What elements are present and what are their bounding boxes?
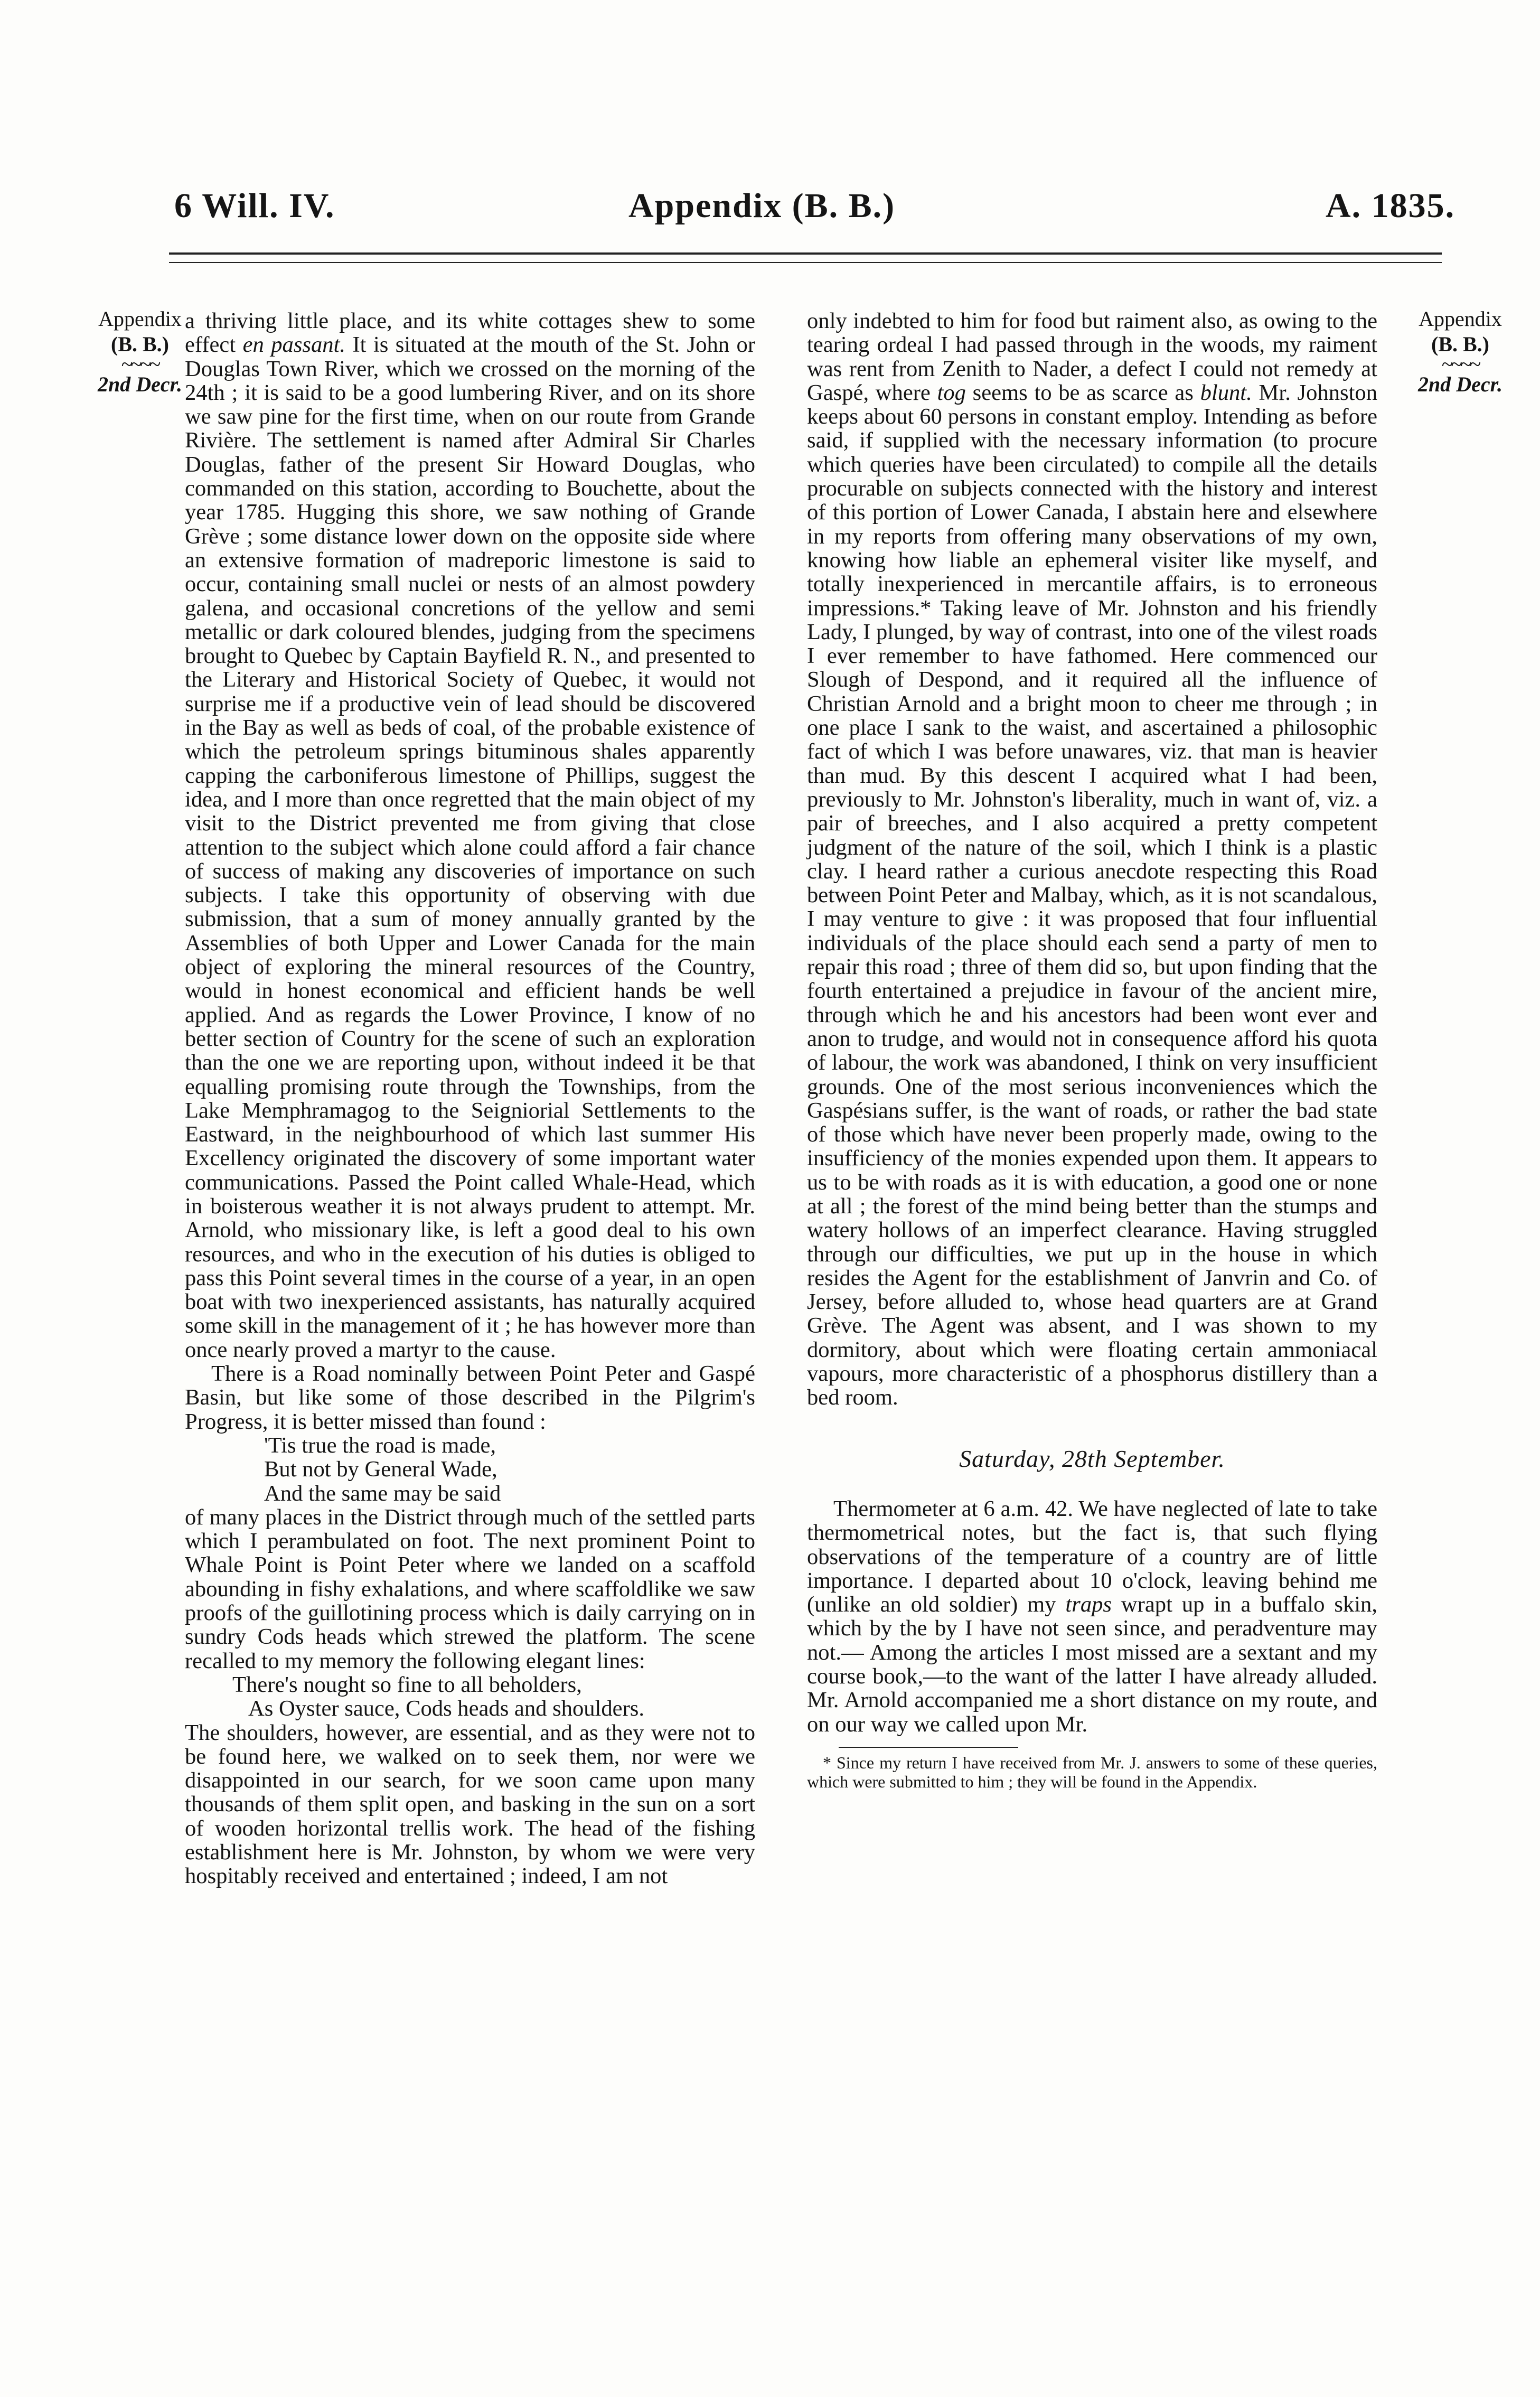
italic-text: en passant. <box>242 332 346 358</box>
right-column <box>807 309 1377 1791</box>
paragraph: of many places in the District through much of the settled parts which I perambulated on foot. The next prominent Point to Whale Point is Point Peter where we landed on a scaffold abounding in fishy exhalations, and where scaffoldlike we saw proofs of the guillotining process which is daily carrying on in sundry Cods heads which strewed the platform. The scene recalled to my memory the following elegant lines: <box>185 1504 755 1673</box>
verse-quote <box>232 1673 755 1721</box>
text-run: wrapt up in a buffalo skin, which by the by I have not seen since, and peradventure may not.— Among the articles I most missed are a sextant and my course book,—to the want of the latter I have already alluded. Mr. Arnold accompanied me a short distance on my route, and on our way we called upon Mr. <box>807 1592 1377 1737</box>
verse-quote <box>264 1434 755 1505</box>
paragraph: The shoulders, however, are essential, and as they were not to be found here, we walked on to seek them, nor were we disappointed in our search, for we soon came upon many thousands of them split open, and basking in the sun on a sort of wooden horizontal trellis work. The head of the fishing establishment here is Mr. Johnston, by whom we were very hospitably received and entertained ; indeed, I am not <box>185 1720 755 1889</box>
margin-note-left <box>79 306 201 397</box>
margin-label: Appendix <box>1419 307 1502 331</box>
margin-part: (B. B.) <box>1431 332 1489 356</box>
paragraph: There is a Road nominally between Point Peter and Gaspé Basin, but like some of those described in the Pilgrim's Progress, it is better missed than found : <box>185 1361 755 1434</box>
year-label: A. 1835. <box>1326 186 1456 225</box>
verse-line: There's nought so fine to all beholders, <box>232 1672 582 1697</box>
text-run: seems to be as scarce as <box>965 380 1200 405</box>
swash-ornament: ~~~~ <box>121 352 159 376</box>
margin-date: 2nd Decr. <box>1418 372 1503 396</box>
text-run: Thermometer at 6 a.m. 42. We have neglected of late to take thermometrical notes, but the fact is, that such flying observations of the temperature of a country are of little importance. I departed about 10 o'clock, leaving behind me (unlike an old soldier) my <box>807 1496 1377 1617</box>
footnote-rule <box>839 1747 1018 1748</box>
paragraph <box>807 309 1377 1410</box>
text-run: a thriving little place, and its white cottages shew to some effect <box>185 308 755 358</box>
swash-ornament: ~~~~ <box>1441 352 1479 376</box>
running-header <box>0 186 1540 249</box>
verse-line: But not by General Wade, <box>264 1457 497 1482</box>
margin-note-right <box>1400 306 1521 397</box>
footnote: * Since my return I have received from Mr. J. answers to some of these queries, which were submitted to him ; they will be found in the Appendix. <box>807 1753 1377 1791</box>
margin-part: (B. B.) <box>111 332 169 356</box>
text-run: It is situated at the mouth of the St. John or Douglas Town River, which we crossed on the morning of the 24th ; it is said to be a good lumbering River, and on its shore we saw pine for the first time, when on our route from Grande Rivière. The settlement is named after Admiral Sir Charles Douglas, father of the present Sir Howard Douglas, who commanded on this station, according to Bouchette, about the year 1785. Hugging this shore, we saw nothing of Grande Grève ; some distance lower down on the opposite side where an extensive formation of madreporic limestone is said to occur, containing small nuclei or nests of an almost powdery galena, and occasional concretions of the yellow and semi metallic or dark coloured blendes, judging from the specimens brought to Quebec by Captain Bayfield R. N., and presented to the Literary and Historical Society of Quebec, it would not surprise me if a productive vein of lead should be discovered in the Bay as well as beds of coal, of the probable existence of which the petroleum springs bituminous shales apparently capping the carboniferous limestone of Phillips, suggest the idea, and I more than once regretted that the main object of my visit to the District prevented me from giving that close attention to the subject which alone could afford a fair chance of success of making any discoveries of importance on such subjects. I take this opportunity of observing with due submission, that a sum of money annually granted by the Assemblies of both Upper and Lower Canada for the main object of exploring the mineral resources of the Country, would in honest economical and efficient hands be well applied. And as regards the Lower Province, I know of no better section of Country for the scene of such an exploration than the one we are reporting upon, without indeed it be that equalling promising route through the Townships, from the Lake Memphramagog to the Seigniorial Settlements to the Eastward, in the neighbourhood of which last summer His Excellency originated the discovery of some important water communications. Passed the Point called Whale-Head, which in boisterous weather it is not always prudent to attempt. Mr. Arnold, who missionary like, is left a good deal to his own resources, and who in the execution of his duties is obliged to pass this Point several times in the course of a year, in an open boat with two inexperienced assistants, has naturally acquired some skill in the management of it ; he has however more than once nearly proved a martyr to the cause. <box>185 332 756 1362</box>
margin-label: Appendix <box>98 307 182 331</box>
date-heading: Saturday, 28th September. <box>959 1445 1225 1472</box>
page-title: Appendix (B. B.) <box>628 186 896 225</box>
verse-line: And the same may be said <box>264 1481 501 1506</box>
margin-date: 2nd Decr. <box>98 372 182 396</box>
regnal-year: 6 Will. IV. <box>174 186 335 225</box>
paragraph <box>185 309 755 1362</box>
italic-text: tog <box>937 380 966 405</box>
text-run: Mr. Johnston keeps about 60 persons in constant employ. Intending as before said, if supplied with the necessary information (to procure which queries have been circulated) to compile all the details procurable on subjects connected with the history and interest of this portion of Lower Canada, I abstain here and elsewhere in my reports from offering many observations of my own, knowing how liable an ephemeral visiter like myself, and totally inexperienced in mercantile affairs, is to erroneous impressions.* Taking leave of Mr. Johnston and his friendly Lady, I plunged, by way of contrast, into one of the vilest roads I ever remember to have fathomed. Here commenced our Slough of Despond, and it required all the influence of Christian Arnold and a bright moon to cheer me through ; in one place I sank to the waist, and ascertained a philosophic fact of which I was before unawares, viz. that man is heavier than mud. By this descent I acquired what I had been, previously to Mr. Johnston's liberality, much in want of, viz. a pair of breeches, and I also acquired a pretty competent judgment of the nature of the soil, which I think is a plastic clay. I heard rather a curious anecdote respecting this Road between Point Peter and Malbay, which, as it is not scandalous, I may venture to give : it was proposed that four influential individuals of the place should each send a party of men to repair this road ; three of them did so, but upon finding that the fourth entertained a prejudice in favour of the ancient mire, through which he and his ancestors had been wont ever and anon to trudge, and would not in consequence afford his quota of labour, the work was abandoned, I think on very insufficient grounds. One of the most serious inconveniences which the Gaspésians suffer, is the want of roads, or rather the bad state of those which have never been properly made, owing to the insufficiency of the monies expended upon them. It appears to us to be with roads as it is with education, a good one or none at all ; the forest of the mind being better than the stumps and watery hollows of an imperfect clearance. Having struggled through our difficulties, we put up in the house in which resides the Agent for the establishment of Janvrin and Co. of Jersey, before alluded to, whose head quarters are at Grand Grève. The Agent was absent, and I was shown to my dormitory, about which were floating certain ammoniacal vapours, more characteristic of a phosphorus distillery than a bed room. <box>807 380 1378 1410</box>
left-column <box>185 309 755 1888</box>
verse-line: As Oyster sauce, Cods heads and shoulders. <box>248 1696 644 1721</box>
header-rule-thick <box>169 252 1442 255</box>
italic-text: traps <box>1065 1592 1112 1617</box>
verse-line: 'Tis true the road is made, <box>264 1432 496 1458</box>
italic-text: blunt. <box>1200 380 1252 405</box>
text-run: only indebted to him for food but raiment also, as owing to the tearing ordeal I had passed through in the woods, my raiment was rent from Zenith to Nader, a defect I could not remedy at Gaspé, where <box>807 308 1377 405</box>
paragraph <box>807 1497 1377 1736</box>
header-rule-thin <box>169 262 1442 263</box>
